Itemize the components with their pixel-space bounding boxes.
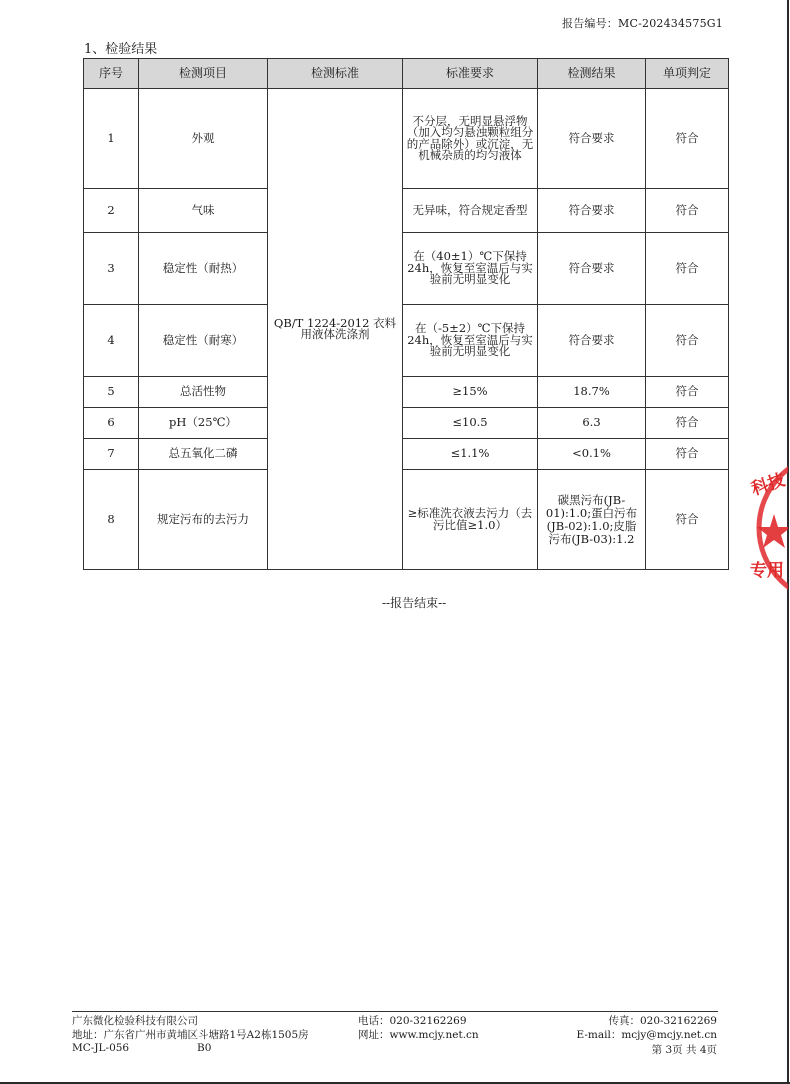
row-no: 6 — [84, 408, 139, 439]
section-title: 1、检验结果 — [84, 42, 158, 57]
row-verdict: 符合 — [646, 89, 729, 189]
row-verdict: 符合 — [646, 439, 729, 470]
footer-email: E-mail：mcjy@mcjy.net.cn — [576, 1029, 717, 1041]
row-item: 总活性物 — [139, 377, 268, 408]
row-no: 7 — [84, 439, 139, 470]
row-result: 符合要求 — [538, 305, 646, 377]
row-item: 总五氧化二磷 — [139, 439, 268, 470]
row-requirement: ≥标准洗衣液去污力（去污比值≥1.0） — [403, 470, 538, 570]
row-result: 符合要求 — [538, 89, 646, 189]
header-item: 检测项目 — [139, 59, 268, 89]
row-verdict: 符合 — [646, 377, 729, 408]
table-row — [84, 470, 729, 570]
row-item: pH（25℃） — [139, 408, 268, 439]
seal-text-bottom: 专用 — [750, 561, 784, 581]
header-standard: 检测标准 — [268, 59, 403, 89]
table-row — [84, 305, 729, 377]
footer-address: 地址：广东省广州市黄埔区斗塘路1号A2栋1505房 — [72, 1029, 309, 1041]
row-verdict: 符合 — [646, 233, 729, 305]
table-row — [84, 189, 729, 233]
row-result: 6.3 — [538, 408, 646, 439]
row-item: 规定污布的去污力 — [139, 470, 268, 570]
report-number: 报告编号：MC-202434575G1 — [562, 17, 723, 30]
footer-website: 网址：www.mcjy.net.cn — [358, 1029, 479, 1041]
row-no: 3 — [84, 233, 139, 305]
row-verdict: 符合 — [646, 189, 729, 233]
table-header-row — [84, 59, 729, 89]
table-row — [84, 439, 729, 470]
header-requirement: 标准要求 — [403, 59, 538, 89]
row-verdict: 符合 — [646, 305, 729, 377]
row-requirement: ≤1.1% — [403, 439, 538, 470]
footer-company: 广东微化检验科技有限公司 — [72, 1015, 198, 1027]
table-row — [84, 408, 729, 439]
row-requirement: 不分层，无明显悬浮物（加入均匀悬浊颗粒组分的产品除外）或沉淀，无机械杂质的均匀液体 — [403, 89, 538, 189]
footer-phone: 电话：020-32162269 — [358, 1015, 467, 1027]
row-result: <0.1% — [538, 439, 646, 470]
footer-doc-code: MC-JL-056 — [72, 1042, 130, 1054]
row-result: 碳黑污布(JB-01):1.0;蛋白污布(JB-02):1.0;皮脂污布(JB-03):1.2 — [538, 470, 646, 570]
row-verdict: 符合 — [646, 470, 729, 570]
row-requirement: ≥15% — [403, 377, 538, 408]
header-no: 序号 — [84, 59, 139, 89]
seal-graphic — [748, 450, 788, 606]
row-no: 8 — [84, 470, 139, 570]
row-no: 2 — [84, 189, 139, 233]
footer-revision: B0 — [197, 1042, 212, 1054]
row-result: 18.7% — [538, 377, 646, 408]
row-requirement: 无异味，符合规定香型 — [403, 189, 538, 233]
report-end-note: --报告结束-- — [382, 596, 447, 610]
table-row — [84, 377, 729, 408]
row-item: 稳定性（耐寒） — [139, 305, 268, 377]
footer-fax: 传真：020-32162269 — [608, 1015, 717, 1027]
row-result: 符合要求 — [538, 189, 646, 233]
row-requirement: 在（40±1）℃下保持24h，恢复至室温后与实验前无明显变化 — [403, 233, 538, 305]
footer-divider — [72, 1011, 718, 1012]
seal-text-top: 科技 — [749, 470, 788, 500]
row-verdict: 符合 — [646, 408, 729, 439]
row-no: 5 — [84, 377, 139, 408]
row-item: 气味 — [139, 189, 268, 233]
row-no: 4 — [84, 305, 139, 377]
row-item: 稳定性（耐热） — [139, 233, 268, 305]
header-verdict: 单项判定 — [646, 59, 729, 89]
table-row — [84, 89, 729, 189]
row-requirement: 在（-5±2）℃下保持24h，恢复至室温后与实验前无明显变化 — [403, 305, 538, 377]
results-table — [83, 58, 729, 570]
test-standard-cell: QB/T 1224-2012 衣料用液体洗涤剂 — [268, 89, 403, 570]
row-item: 外观 — [139, 89, 268, 189]
header-result: 检测结果 — [538, 59, 646, 89]
row-requirement: ≤10.5 — [403, 408, 538, 439]
row-no: 1 — [84, 89, 139, 189]
table-row — [84, 233, 729, 305]
row-result: 符合要求 — [538, 233, 646, 305]
official-seal-stamp — [748, 450, 788, 606]
footer-page-number: 第 3页 共 4页 — [651, 1044, 717, 1056]
